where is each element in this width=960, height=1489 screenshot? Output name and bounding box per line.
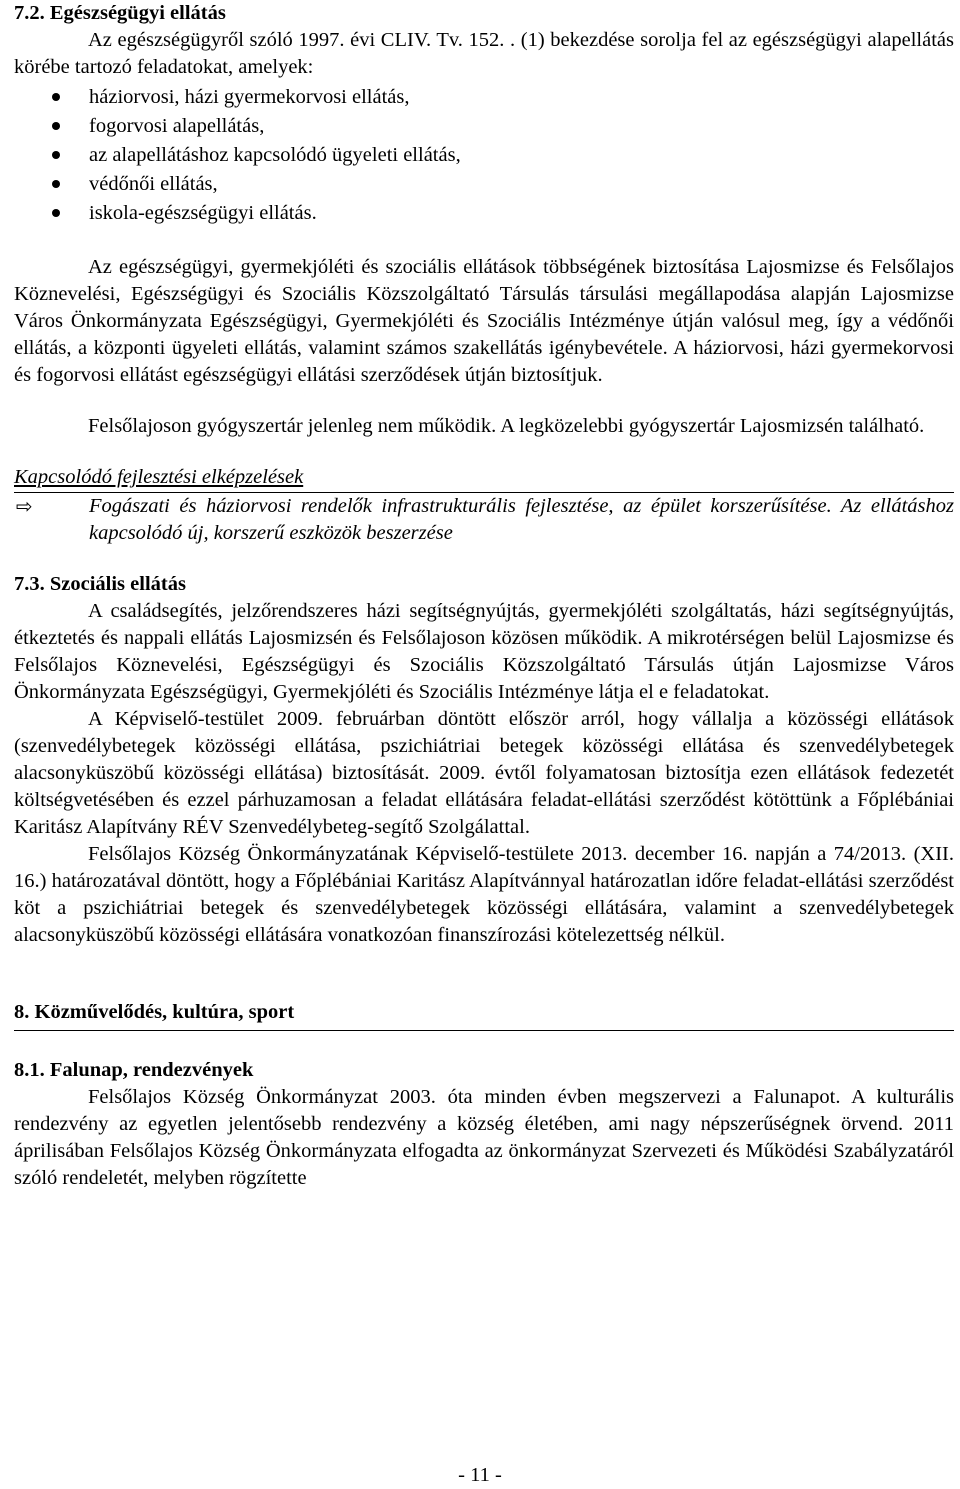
list-item: fogorvosi alapellátás,: [14, 112, 954, 141]
section-title-7-3: 7.3. Szociális ellátás: [14, 573, 186, 595]
document-page: [14, 0, 954, 1192]
list-item: iskola-egészségügyi ellátás.: [14, 199, 954, 228]
bullet-dot-icon: [52, 180, 60, 188]
list-item: háziorvosi, házi gyermekorvosi ellátás,: [14, 83, 954, 112]
outline-arrow-icon: ⇨: [16, 494, 33, 518]
development-heading: Kapcsolódó fejlesztési elképzelések: [14, 464, 954, 493]
falunap-paragraph: Felsőlajos Község Önkormányzat 2003. óta minden évben megszervezi a Falunapot. A kulturális rendezvény az egyetlen jelentősebb rendezvény a község életében, ami nagy népszerűségnek örvend. 2011 áprilisában Felsőlajos Község Önkormányzata elfogadta az önkormányzat Szervezeti és Működési Szabályzatáról szóló rendeletét, melyben rögzítette: [14, 1086, 954, 1189]
page-number: - 11 -: [458, 1464, 502, 1486]
social-paragraph-3: Felsőlajos Község Önkormányzatának Képviselő-testülete 2013. december 16. napján a 74/2013. (XII. 16.) határozatával döntött, hogy a Főplébániai Karitász Alapítvánnyal határozatlan időre feladat-ellátási szerződést köt a pszichiátriai betegek és szenvedélybetegek közösségi ellátására, valamint a szenvedélybetegek alacsonyküszöbű közösségi ellátására vonatkozóan finanszírozási kötelezettség nélkül.: [14, 843, 954, 946]
care-list: [14, 83, 954, 228]
list-item: az alapellátáshoz kapcsolódó ügyeleti ellátás,: [14, 141, 954, 170]
bullet-dot-icon: [52, 122, 60, 130]
social-paragraph-1: A családsegítés, jelzőrendszeres házi segítségnyújtás, gyermekjóléti szolgáltatás, házi segítségnyújtás, étkeztetés és nappali ellátás Lajosmizsén és Felsőlajoson közösen működik. A mikrotérségen belül Lajosmizse és Felsőlajos Köznevelési, Egészségügyi és Szociális Közszolgáltató Társulás útján Lajosmizse Város Önkormányzata Egészségügyi, Gyermekjóléti és Szociális Intézménye látja el e feladatokat.: [14, 600, 954, 703]
health-paragraph-2: Felsőlajoson gyógyszertár jelenleg nem működik. A legközelebbi gyógyszertár Lajosmizsén található.: [88, 415, 925, 437]
health-paragraph-1: Az egészségügyi, gyermekjóléti és szociális ellátások többségének biztosítása Lajosmizse és Felsőlajos Köznevelési, Egészségügyi és Szociális Közszolgáltató Társulás társulási megállapodása alapján Lajosmizse Város Önkormányzata Egészségügyi, Gyermekjóléti és Szociális Intézménye útján valósul meg, így a védőnői ellátás, a központi ügyeleti ellátás, valamint számos szakellátás igénybevétele. A háziorvosi, házi gyermekorvosi és fogorvosi ellátást egészségügyi ellátási szerződések útján biztosítjuk.: [14, 256, 954, 386]
social-paragraph-2: A Képviselő-testület 2009. februárban döntött először arról, hogy vállalja a közösségi ellátások (szenvedélybetegek közösségi ellátása, pszichiátriai betegek közösségi ellátása és szenvedélybetegek alacsonyküszöbű közösségi ellátása) biztosítását. 2009. évtől folyamatosan biztosítja ezen ellátások fedezetét költségvetésében és ezzel párhuzamosan a feladat ellátására feladat-ellátási szerződést kötöttünk a Főplébániai Karitász Alapítvány RÉV Szenvedélybeteg-segítő Szolgálattal.: [14, 708, 954, 838]
intro-paragraph: Az egészségügyről szóló 1997. évi CLIV. Tv. 152. . (1) bekezdése sorolja fel az egészségügyi alapellátás körébe tartozó feladatokat, amelyek:: [14, 29, 954, 78]
bullet-dot-icon: [52, 151, 60, 159]
bullet-dot-icon: [52, 93, 60, 101]
section-title-8: 8. Közművelődés, kultúra, sport: [14, 999, 954, 1031]
bullet-dot-icon: [52, 209, 60, 217]
section-title-8-1: 8.1. Falunap, rendezvények: [14, 1059, 254, 1081]
development-item: ⇨ Fogászati és háziorvosi rendelők infrastrukturális fejlesztése, az épület korszerűsítése. Az ellátáshoz kapcsolódó új, korszerű eszközök beszerzése: [16, 494, 954, 544]
section-title-7-2: 7.2. Egészségügyi ellátás: [14, 2, 226, 24]
list-item: védőnői ellátás,: [14, 170, 954, 199]
